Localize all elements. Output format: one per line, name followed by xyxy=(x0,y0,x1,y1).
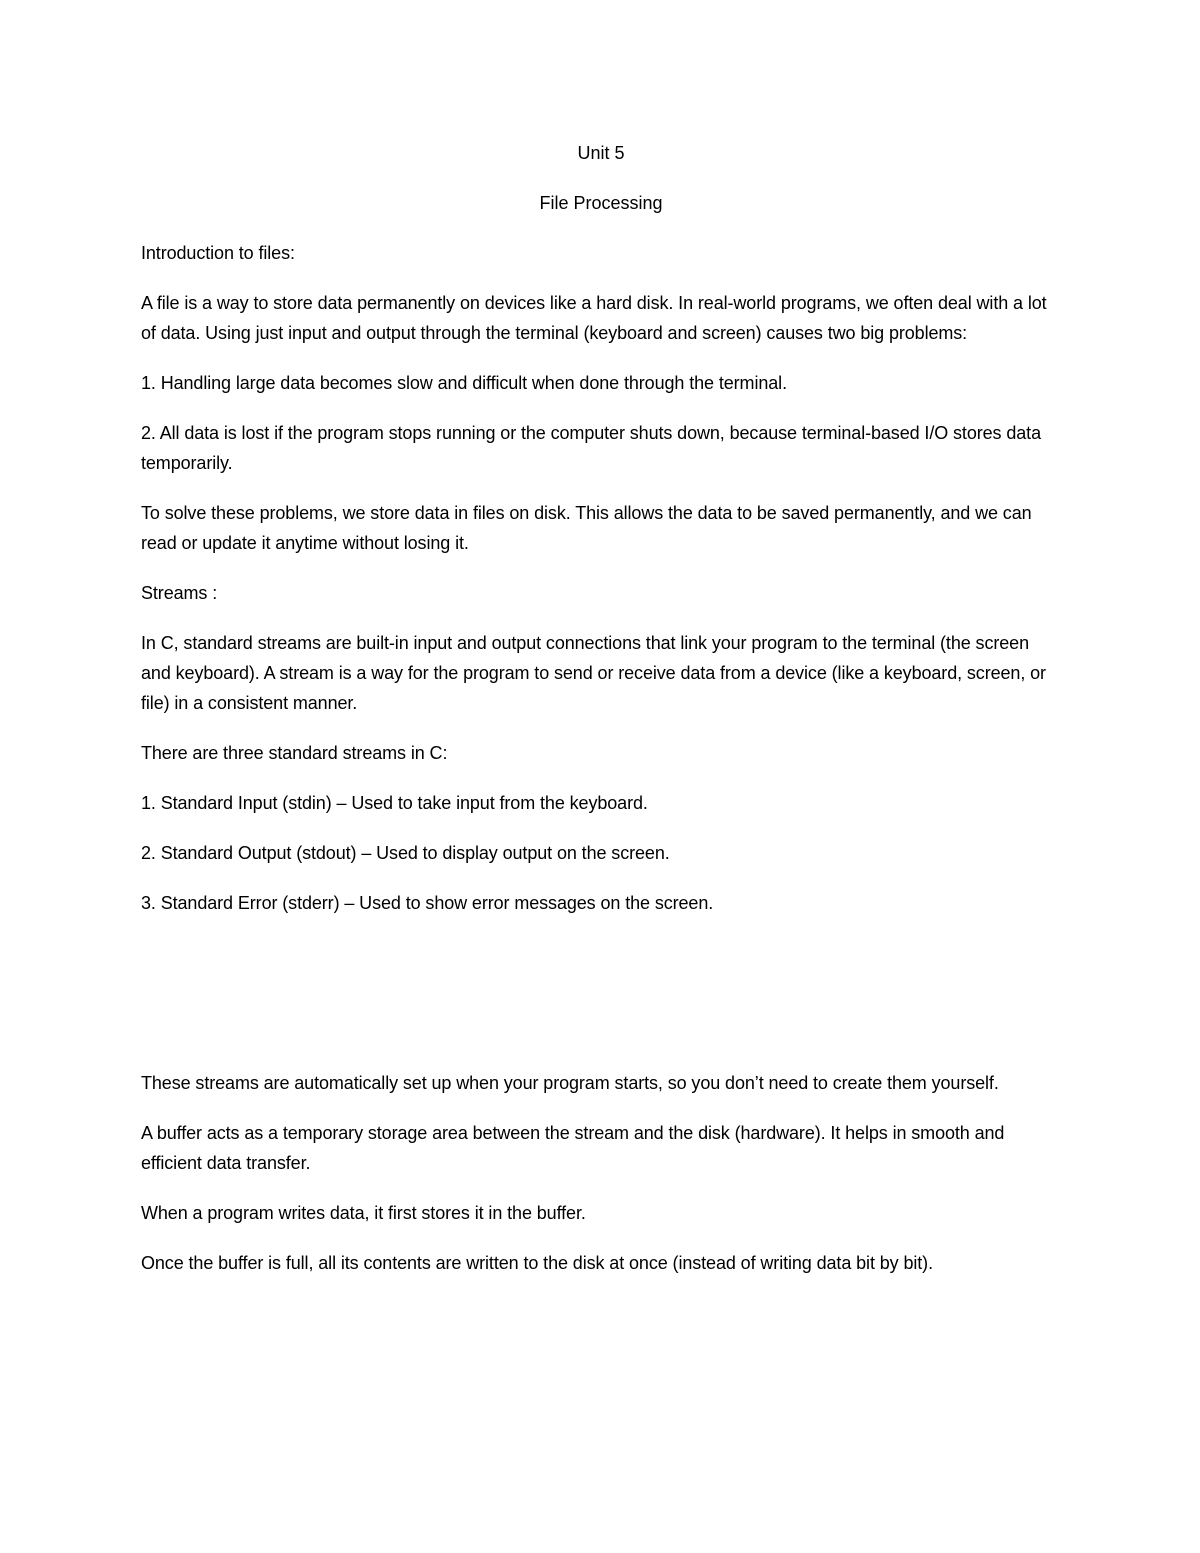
heading-streams: Streams : xyxy=(141,583,218,603)
paragraph-file-definition: A file is a way to store data permanently on devices like a hard disk. In real-world programs, we often deal with a lot of data. Using just input and output through the terminal (keyboard and screen) causes two big problems: xyxy=(141,293,1047,343)
paragraph-solution: To solve these problems, we store data in files on disk. This allows the data to be saved permanently, and we can read or update it anytime without losing it. xyxy=(141,503,1032,553)
heading-introduction: Introduction to files: xyxy=(141,243,295,263)
paragraph-buffer-flush: Once the buffer is full, all its contents are written to the disk at once (instead of writing data bit by bit). xyxy=(141,1253,933,1273)
paragraph-buffer-write: When a program writes data, it first stores it in the buffer. xyxy=(141,1203,586,1223)
list-item-problem-2: 2. All data is lost if the program stops running or the computer shuts down, because terminal-based I/O stores data temporarily. xyxy=(141,423,1041,473)
paragraph-three-streams: There are three standard streams in C: xyxy=(141,743,448,763)
blank-space xyxy=(141,918,1061,1068)
list-item-stdin: 1. Standard Input (stdin) – Used to take input from the keyboard. xyxy=(141,793,648,813)
list-item-stdout: 2. Standard Output (stdout) – Used to display output on the screen. xyxy=(141,843,670,863)
document-title: Unit 5 xyxy=(577,143,625,163)
list-item-stderr: 3. Standard Error (stderr) – Used to show error messages on the screen. xyxy=(141,893,714,913)
paragraph-streams: In C, standard streams are built-in input and output connections that link your program to the terminal (the screen and keyboard). A stream is a way for the program to send or receive data from a device (like a keyboard, screen, or file) in a consistent manner. xyxy=(141,633,1046,713)
paragraph-buffer: A buffer acts as a temporary storage area between the stream and the disk (hardware). It helps in smooth and efficient data transfer. xyxy=(141,1123,1005,1173)
document-body xyxy=(141,138,1061,1278)
paragraph-streams-setup: These streams are automatically set up when your program starts, so you don’t need to create them yourself. xyxy=(141,1073,999,1093)
document-subtitle: File Processing xyxy=(539,193,663,213)
list-item-problem-1: 1. Handling large data becomes slow and difficult when done through the terminal. xyxy=(141,373,787,393)
